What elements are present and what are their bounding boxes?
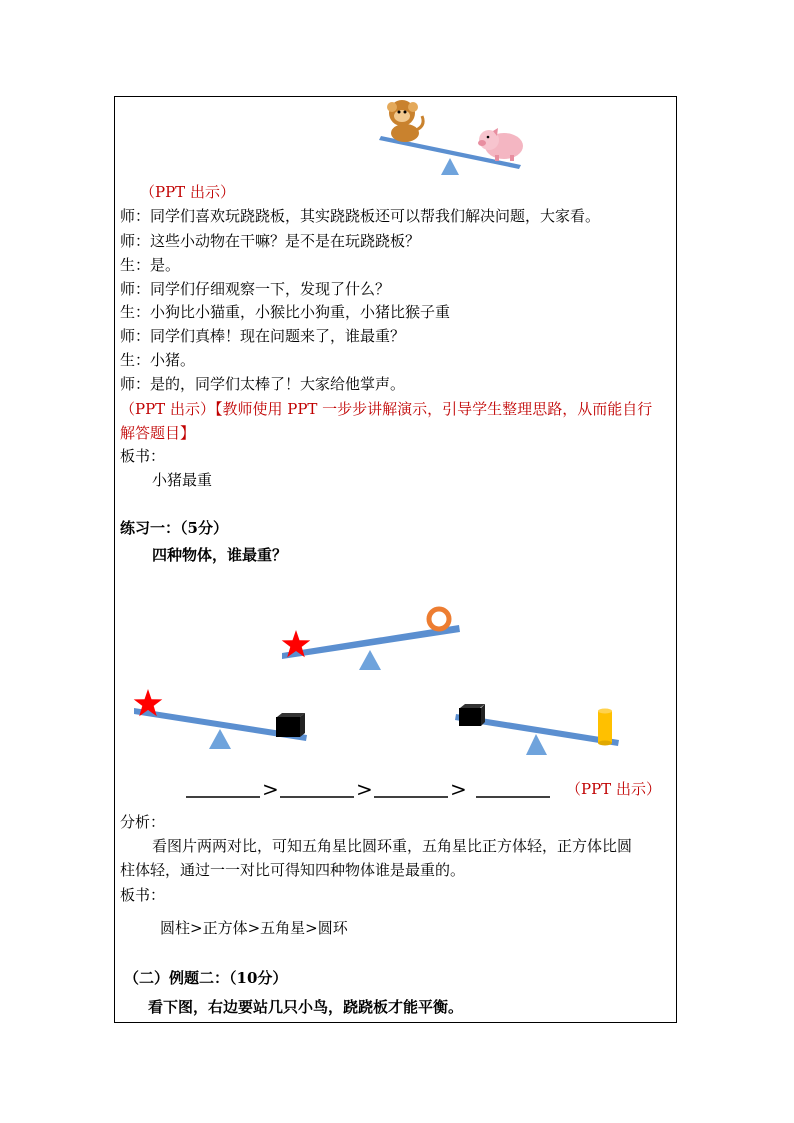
analysis-label: 分析： [120, 813, 166, 831]
seesaw-cube-cylinder [455, 704, 619, 755]
ring-icon [429, 609, 449, 629]
fulcrum [526, 734, 547, 755]
animal-seesaw [379, 100, 523, 175]
ppt-marker: （PPT 出示） [140, 183, 235, 201]
pig-icon [478, 128, 523, 161]
board-content: 小猪最重 [152, 471, 213, 489]
dialogue-line: 师：同学们仔细观察一下，发现了什么？ [120, 280, 391, 298]
dialogue-line: 师：同学们喜欢玩跷跷板，其实跷跷板还可以帮我们解决问题，大家看。 [120, 207, 601, 225]
teacher-note: （PPT 出示）【教师使用 PPT 一步步讲解演示，引导学生整理思路，从而能自行 [120, 400, 653, 418]
dialogue-line: 生：是。 [120, 256, 181, 274]
dialogue-line: 师：同学们真棒！现在问题来了，谁最重？ [120, 327, 406, 345]
analysis-text: 柱体轻，通过一一对比可得知四种物体谁是最重的。 [120, 861, 466, 879]
dialogue-line: 师：是的，同学们太棒了！大家给他掌声。 [120, 375, 406, 393]
board-label: 板书： [120, 886, 166, 904]
exercise-title: 练习一：（5分） [120, 519, 228, 537]
greater-than-symbol: > [356, 777, 373, 801]
dialogue-line: 生：小猪。 [120, 351, 196, 369]
cube-icon [276, 713, 305, 737]
fulcrum [359, 650, 381, 670]
dialogue-line: 生：小狗比小猫重，小猴比小狗重，小猪比猴子重 [120, 303, 451, 321]
greater-than-symbol: > [262, 777, 279, 801]
monkey-icon [387, 100, 423, 142]
seesaw-star-ring [282, 609, 460, 670]
example-title: （二）例题二：（10分） [124, 969, 288, 987]
dialogue-line: 师：这些小动物在干嘛？是不是在玩跷跷板？ [120, 232, 421, 250]
greater-than-symbol: > [450, 777, 467, 801]
example-question: 看下图，右边要站几只小鸟，跷跷板才能平衡。 [148, 998, 464, 1016]
cylinder-icon [598, 709, 612, 746]
fulcrum [209, 729, 231, 749]
exercise-question: 四种物体，谁最重？ [152, 546, 288, 564]
cube-icon [459, 704, 485, 726]
analysis-text: 看图片两两对比，可知五角星比圆环重，五角星比正方体轻，正方体比圆 [152, 837, 633, 855]
ppt-marker: （PPT 出示） [566, 780, 661, 798]
teacher-note: 解答题目】 [120, 424, 196, 442]
seesaw-star-cube [134, 689, 307, 749]
fulcrum [441, 158, 459, 175]
board-label: 板书： [120, 447, 166, 465]
board-content: 圆柱>正方体>五角星>圆环 [160, 919, 348, 937]
